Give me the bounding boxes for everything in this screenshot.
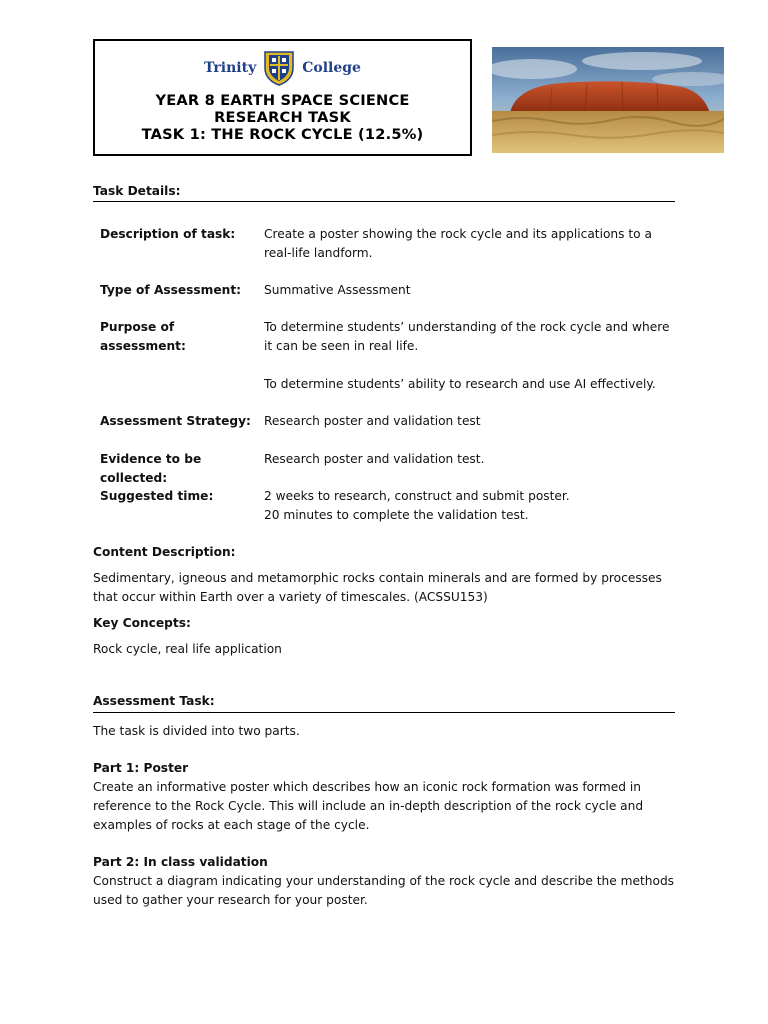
- row-label: Description of task:: [100, 227, 236, 241]
- task-details-heading: Task Details:: [93, 184, 181, 198]
- content-description-text: Sedimentary, igneous and metamorphic rocks contain minerals and are formed by processes that occur within Earth over a variety of timescales. (ACSSU153): [93, 571, 662, 604]
- uluru-photo: [492, 47, 724, 153]
- part2-title: Part 2: In class validation: [93, 855, 268, 869]
- row-label: Type of Assessment:: [100, 283, 242, 297]
- row-value-2: 20 minutes to complete the validation test.: [264, 508, 529, 522]
- logo-word-right: College: [302, 60, 361, 76]
- row-value-2: To determine students’ ability to research and use AI effectively.: [264, 377, 656, 391]
- document-title: [95, 92, 470, 143]
- row-value: Create a poster showing the rock cycle and its applications to a real-life landform.: [264, 227, 652, 260]
- row-value: Research poster and validation test.: [264, 452, 485, 466]
- assessment-intro: The task is divided into two parts.: [93, 724, 300, 738]
- row-value: Summative Assessment: [264, 283, 411, 297]
- part1-text: Create an informative poster which describes how an iconic rock formation was formed in reference to the Rock Cycle. This will include an in-depth description of the rock cycle and examples of rocks at each stage of the cycle.: [93, 780, 644, 832]
- row-label: Purpose of assessment:: [100, 320, 186, 353]
- part1-title: Part 1: Poster: [93, 761, 189, 775]
- title-line-1: YEAR 8 EARTH SPACE SCIENCE: [155, 92, 410, 109]
- key-concepts-text: Rock cycle, real life application: [93, 642, 282, 656]
- logo-word-left: Trinity: [204, 60, 257, 76]
- row-label: Assessment Strategy:: [100, 414, 251, 428]
- title-box: [93, 39, 472, 156]
- content-description-heading: Content Description:: [93, 545, 236, 559]
- row-value: To determine students’ understanding of the rock cycle and where it can be seen in real life.: [264, 320, 670, 353]
- title-line-3: TASK 1: THE ROCK CYCLE (12.5%): [141, 126, 424, 143]
- row-label: Suggested time:: [100, 489, 214, 503]
- college-logo: [95, 50, 470, 86]
- part2-text: Construct a diagram indicating your understanding of the rock cycle and describe the methods used to gather your research for your poster.: [93, 874, 675, 907]
- assessment-task-heading: Assessment Task:: [93, 694, 215, 708]
- title-line-2: RESEARCH TASK: [214, 109, 351, 126]
- task-details-rule: [93, 201, 675, 202]
- assessment-task-rule: [93, 712, 675, 713]
- crest-icon: [262, 50, 296, 86]
- row-value: Research poster and validation test: [264, 414, 481, 428]
- key-concepts-heading: Key Concepts:: [93, 616, 191, 630]
- row-value: 2 weeks to research, construct and submit poster.: [264, 489, 570, 503]
- row-label: Evidence to be collected:: [100, 452, 202, 485]
